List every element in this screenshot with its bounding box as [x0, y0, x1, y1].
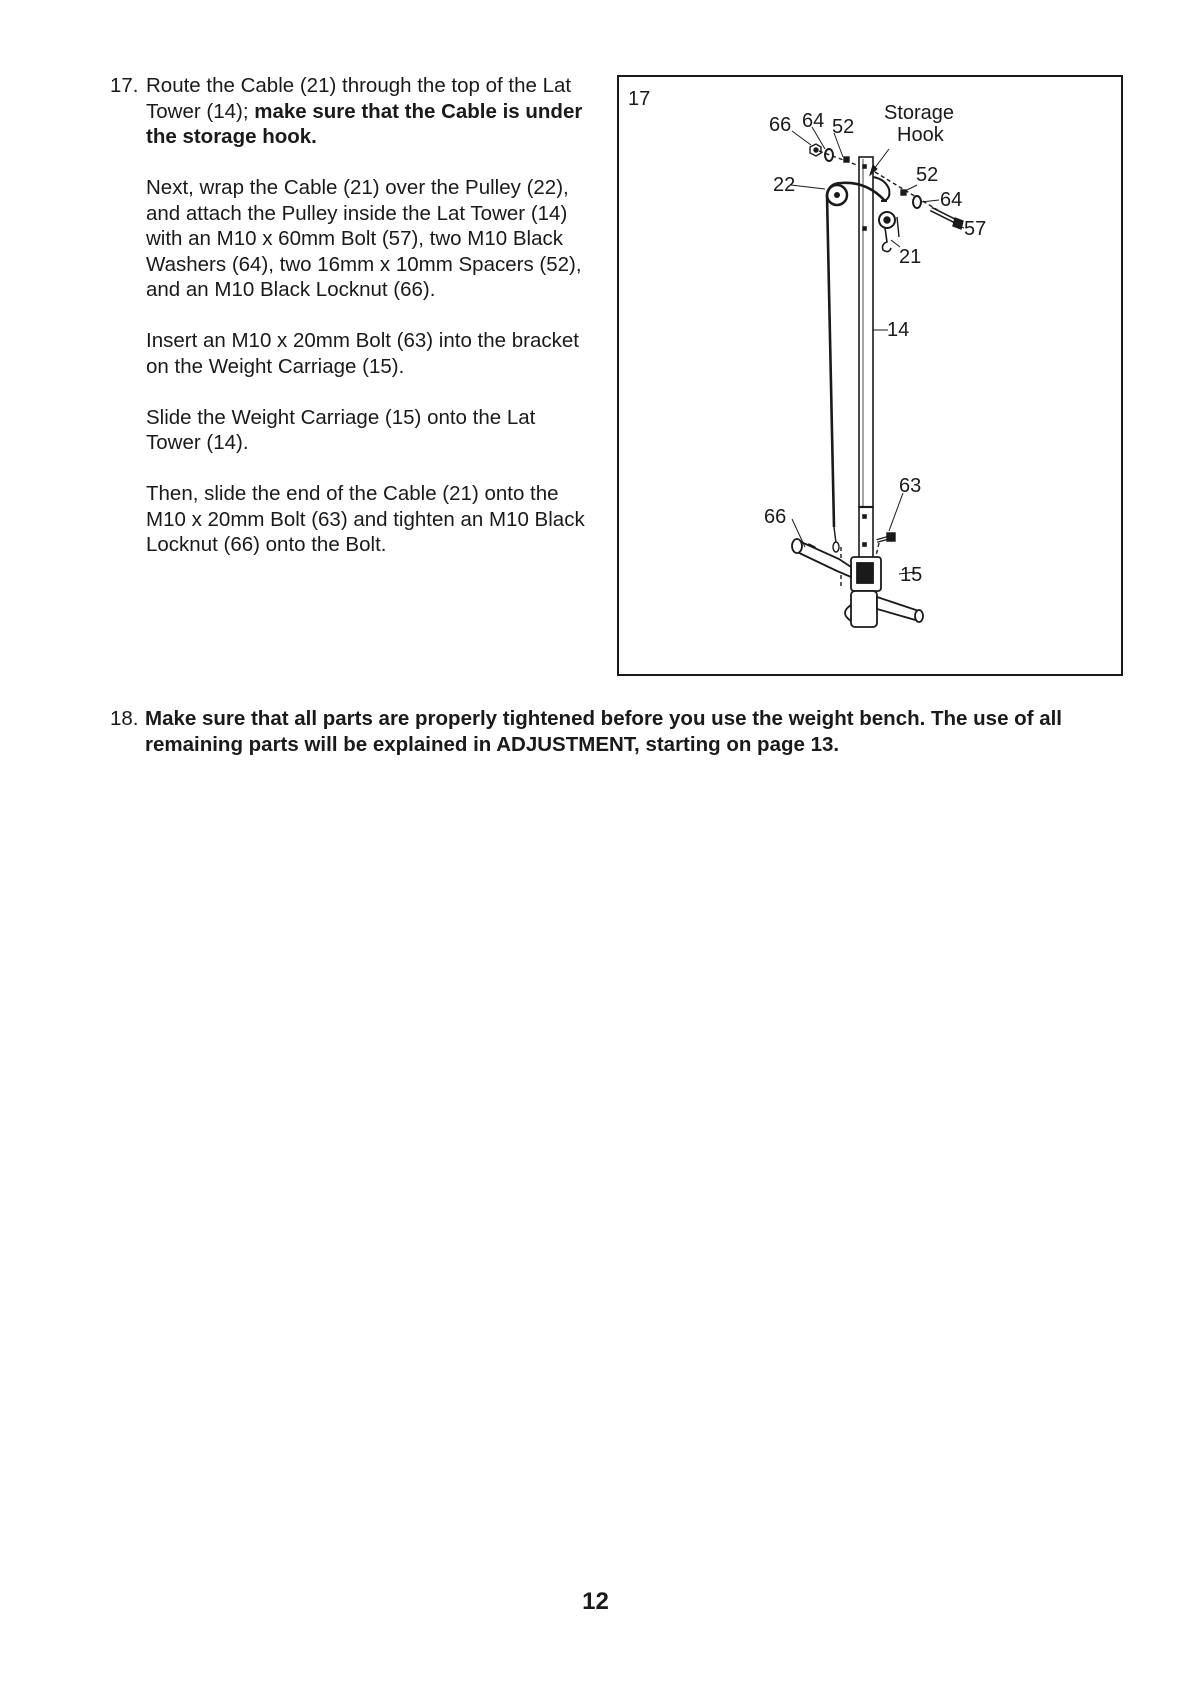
page-number: 12	[582, 1588, 609, 1615]
step-paragraph: Slide the Weight Carriage (15) onto the Lat Tower (14).	[146, 405, 536, 454]
label-57: 57	[964, 218, 987, 240]
assembly-illustration	[619, 77, 1121, 674]
step-paragraph: Next, wrap the Cable (21) over the Pulley (22), and attach the Pulley inside the Lat Tower (14) with an M10 x 60mm Bolt (57), two M10 Black Washers (64), two 16mm x 10mm Spacers (52), and an M10 Black Locknut (66).	[146, 176, 582, 301]
step-number: 17.	[110, 74, 139, 97]
label-hook: Hook	[897, 124, 944, 146]
cable	[827, 183, 885, 527]
step-number: 18.	[110, 707, 139, 730]
label-66-top: 66	[769, 114, 792, 136]
label-21: 21	[899, 246, 922, 268]
label-64-top: 64	[802, 110, 825, 132]
label-storage: Storage	[884, 102, 955, 124]
step-text: Route the Cable (21) through the top of the Lat Tower (14);	[146, 74, 572, 123]
step-text: Make sure that all parts are properly tightened before you use the weight bench. The use of all remaining parts will be explained in ADJUSTMENT, starting on page 13.	[145, 707, 1063, 756]
label-63: 63	[899, 475, 922, 497]
step-warning: make sure that the Cable is under the storage hook.	[146, 99, 583, 148]
label-52-right: 52	[916, 164, 939, 186]
label-14: 14	[887, 319, 910, 341]
top-hardware-left	[810, 144, 857, 165]
assembly-figure	[617, 75, 1123, 676]
step-17	[110, 73, 590, 583]
label-64-right: 64	[940, 189, 963, 211]
lat-tower	[859, 157, 873, 587]
label-15: 15	[900, 564, 923, 586]
label-66-bottom: 66	[764, 506, 787, 528]
label-22: 22	[773, 174, 796, 196]
step-paragraph: Then, slide the end of the Cable (21) onto the M10 x 20mm Bolt (63) and tighten an M10 Black Locknut (66) onto the Bolt.	[146, 482, 585, 556]
step-paragraph	[146, 73, 590, 150]
step-paragraph: Insert an M10 x 20mm Bolt (63) into the bracket on the Weight Carriage (15).	[146, 329, 579, 378]
label-52-top: 52	[832, 116, 855, 138]
figure-number: 17	[628, 88, 651, 110]
step-18	[110, 706, 1090, 757]
step-body	[146, 73, 590, 558]
